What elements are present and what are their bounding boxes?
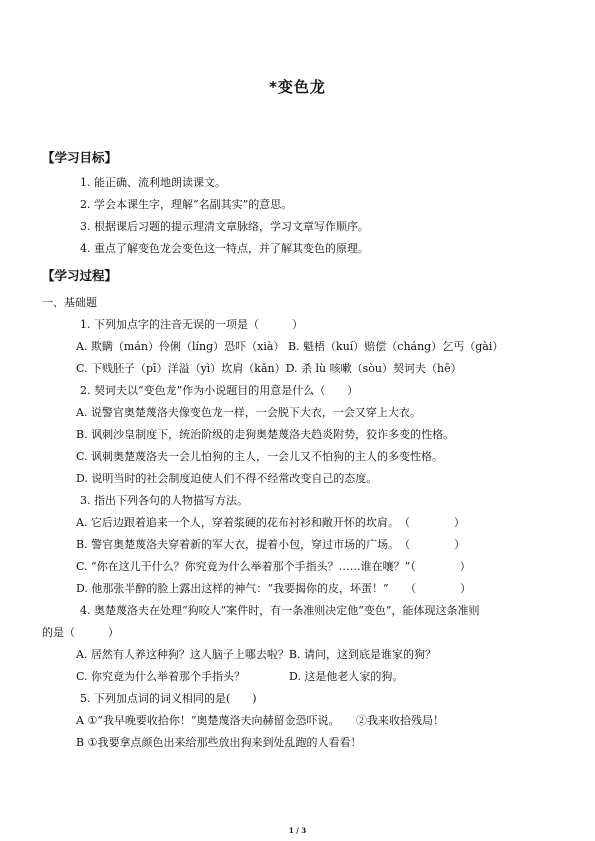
section-label: 一、基础题 [42,296,97,309]
option-line: D. 说明当时的社会制度迫使人们不得不经常改变自己的态度。 [76,472,378,485]
option-line: A. 居然有人养这种狗？这人脑子上哪去啦？B. 请问，这到底是谁家的狗？ [76,648,437,661]
option-line: C. 下贱胚子（pī）洋溢（yì）坎肩（kǎn）D. 杀 lù 咳嗽（sòu）契诃夫（hē） [76,362,462,375]
process-heading: 【学习过程】 [42,268,118,283]
page-number: 1 / 3 [288,826,307,835]
goal-item: 4. 重点了解变色龙会变色这一特点，并了解其变色的原理。 [80,242,369,255]
option-line: A. 欺瞒（mán）伶俐（líng）恐吓（xià） B. 魁梧（kuí）赔偿（cháng）乞丐（gài） [76,340,504,353]
goal-item: 1. 能正确、流利地朗读课文。 [80,176,226,189]
option-line: A ①“我早晚要收拾你！”奥楚蔑洛夫向赫留金恐吓说。 ②我来收拾残局！ [76,714,445,727]
option-line: B. 警官奥楚蔑洛夫穿着新的军大衣，提着小包，穿过市场的广场。 （ ） [76,538,466,551]
page-title: *变色龙 [269,78,326,96]
question-continuation: 的是（ ） [42,626,119,639]
option-line: D. 他那张半醉的脸上露出这样的神气：“我要揭你的皮，坏蛋！” （ ） [76,582,472,595]
goal-item: 3. 根据课后习题的提示理清文章脉络，学习文章写作顺序。 [80,220,369,233]
option-line: A. 它后边跟着追来一个人，穿着浆硬的花布衬衫和敞开怀的坎肩。 （ ） [76,516,465,529]
option-line: C. “你在这儿干什么？你究竟为什么举着那个手指头？……谁在嚷？”（ ） [76,560,471,573]
option-line: B. 讽刺沙皇制度下，统治阶级的走狗奥楚蔑洛夫趋炎附势，狡诈多变的性格。 [76,428,455,441]
option-line: B ①我要拿点颜色出来给那些放出狗来到处乱跑的人看看！ [76,736,362,749]
question: 3. 指出下列各句的人物描写方法。 [80,494,248,507]
question: 1. 下列加点字的注音无误的一项是（ ） [80,318,303,331]
question: 2. 契诃夫以“变色龙”作为小说题目的用意是什么（ ） [80,384,359,397]
question: 4. 奥楚蔑洛夫在处理“狗咬人”案件时，有一条准则决定他“变色”，能体现这条准则 [80,604,480,617]
question: 5. 下列加点词的词义相同的是( ) [80,692,257,705]
option-line: A. 说警官奥楚蔑洛夫像变色龙一样，一会脱下大衣，一会又穿上大衣。 [76,406,421,419]
goal-item: 2. 学会本课生字，理解“名副其实”的意思。 [80,198,293,211]
option-line: C. 讽刺奥楚蔑洛夫一会儿怕狗的主人，一会儿又不怕狗的主人的多变性格。 [76,450,444,463]
goals-heading: 【学习目标】 [42,150,118,165]
option-line: C. 你究竟为什么举着那个手指头？ D. 这是他老人家的狗。 [76,670,404,683]
